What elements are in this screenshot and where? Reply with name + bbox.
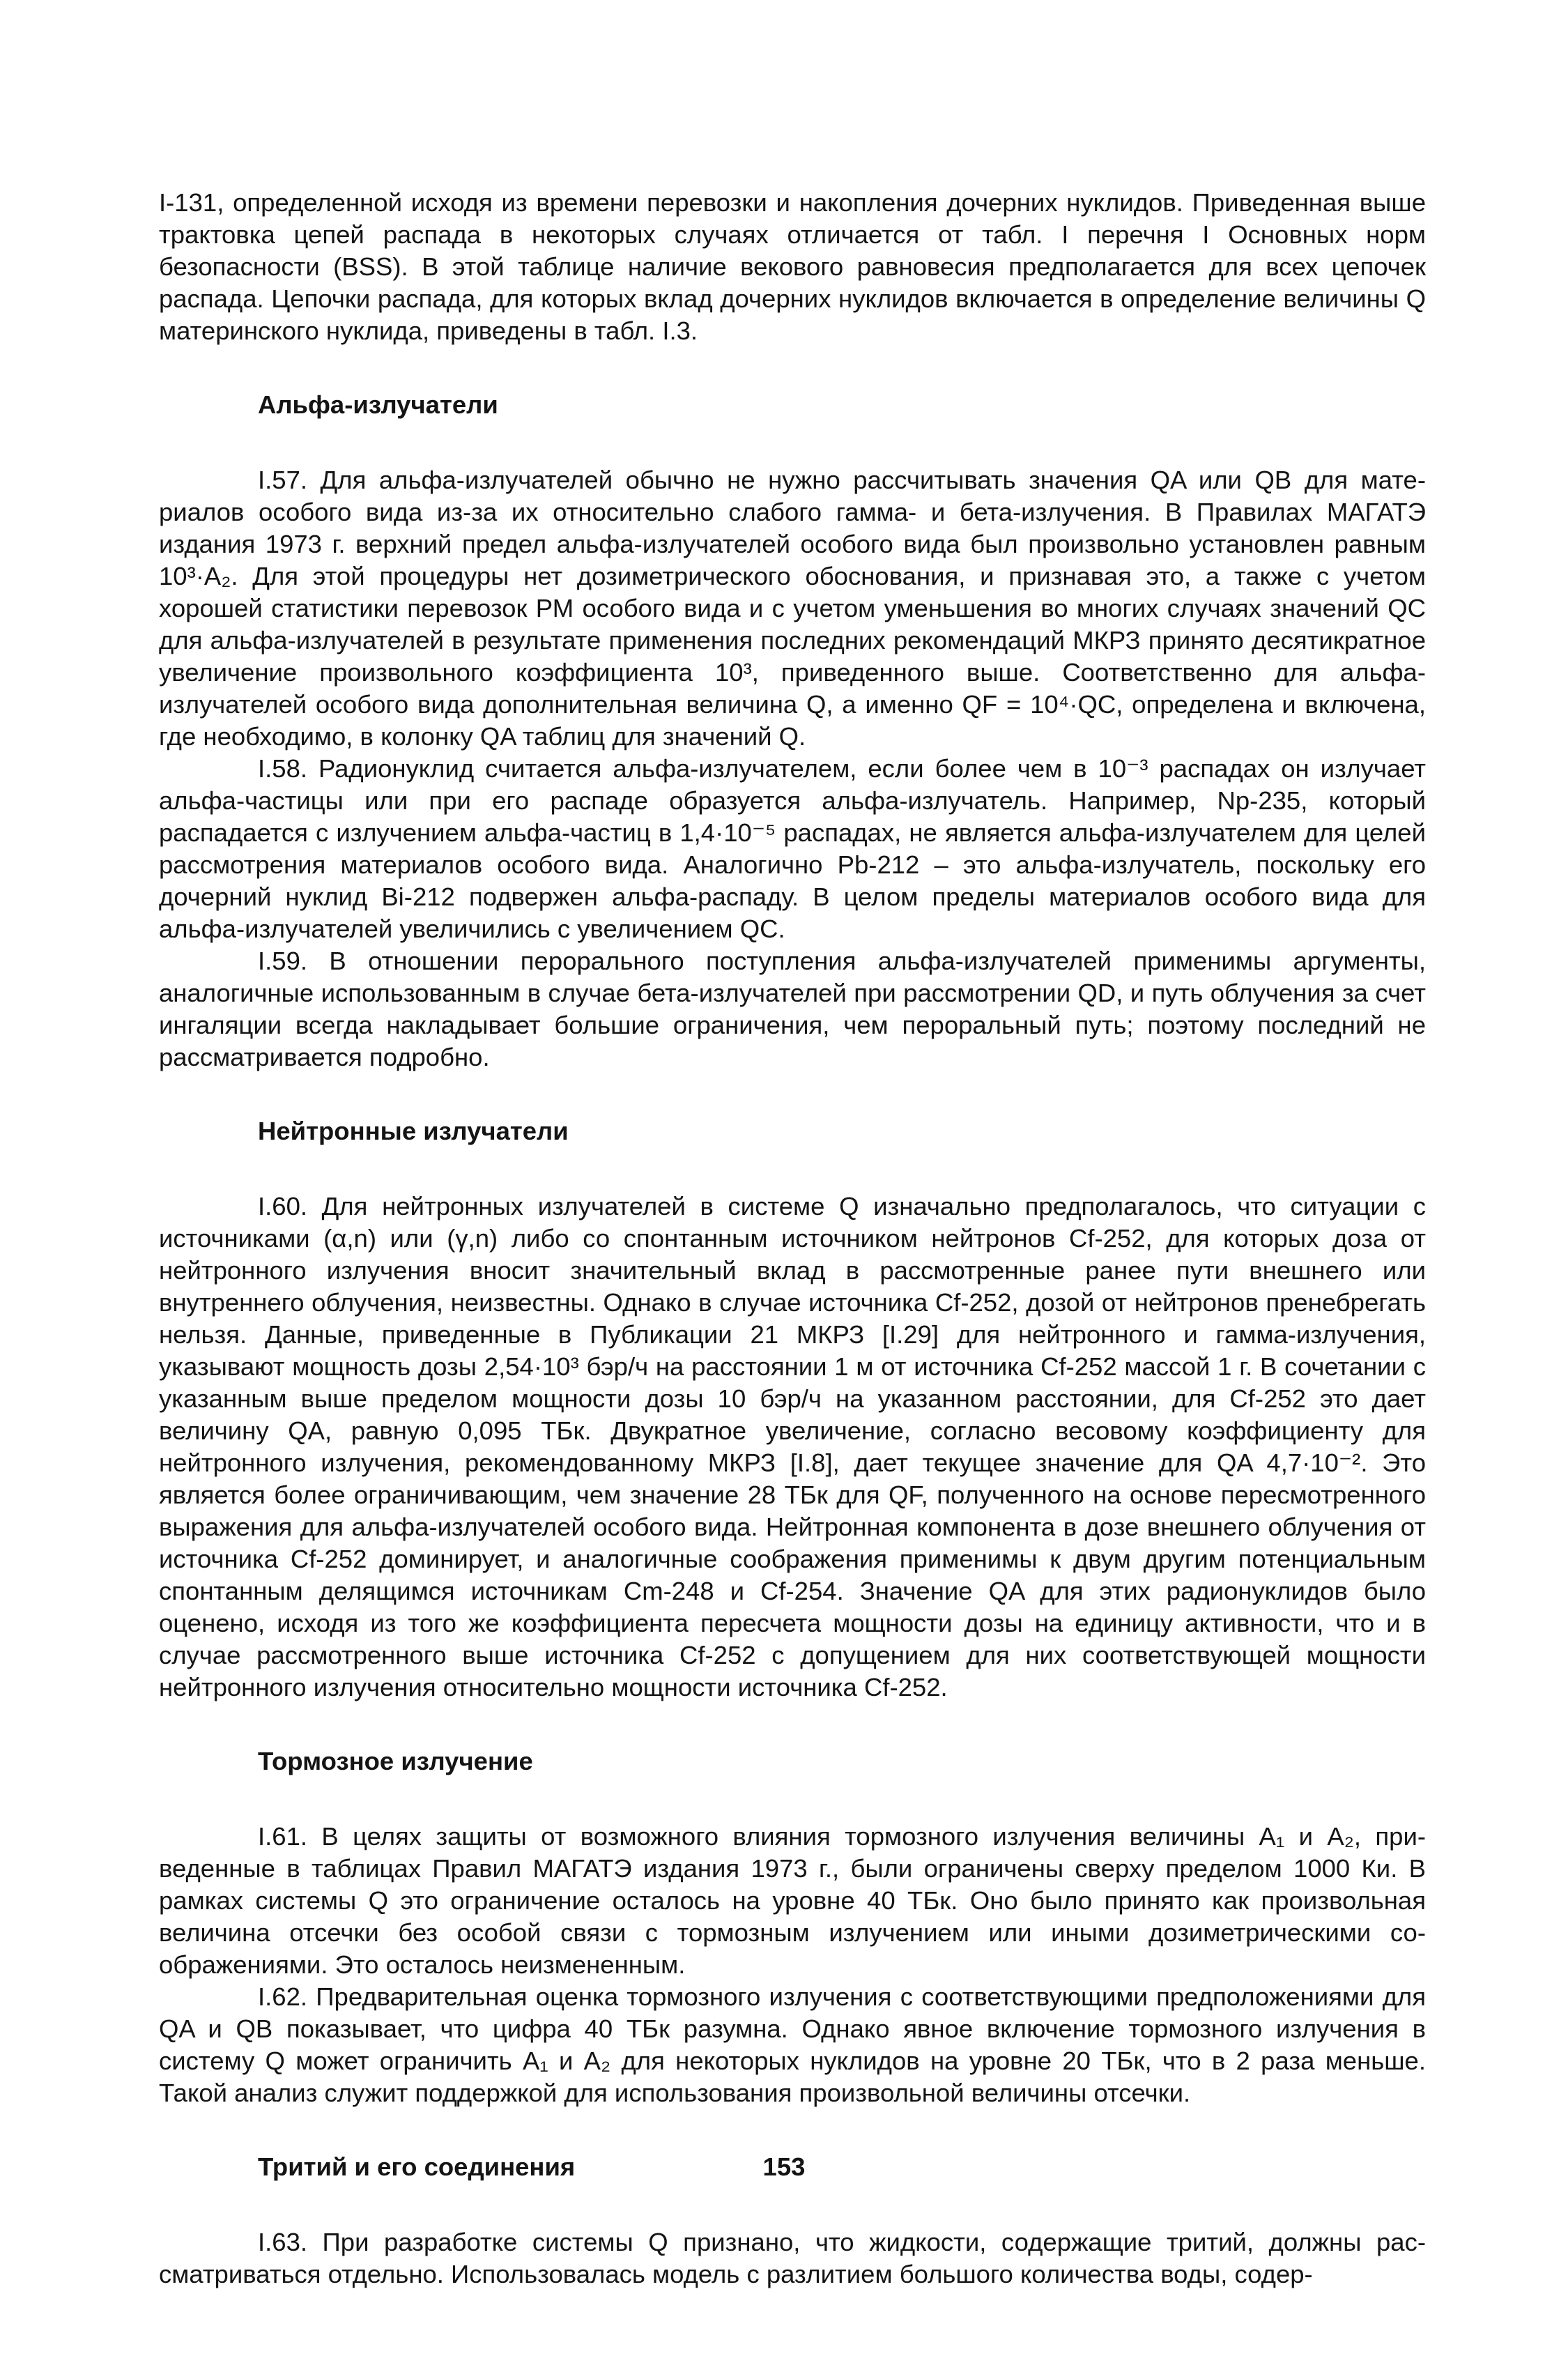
paragraph-I63: I.63. При разработке системы Q признано, что жидкости, содержащие тритий, должны рассматриваться отдельно. Использовалась модель с разлитием большого количества воды, содер- [159,2228,1426,2288]
page-number: 153 [762,2152,806,2181]
intro-paragraph: I-131, определенной исходя из времени перевозки и накопления дочерних нуклидов. Приведенная выше трактовка цепей распада в некоторых случаях отличается от табл. I перечня I Основных норм безопасности (BSS). В этой таблице наличие векового равновесия предполагается для всех цепочек распада. Цепочки распада, для которых вклад дочерних нуклидов включается в определение величины Q материнского нуклида, приведены в табл. I.3. [159,188,1426,345]
section-heading-tritium: Тритий и его соединения [258,2152,576,2181]
section-heading-bremsstrahlung: Тормозное излучение [258,1747,533,1775]
paragraph-I57: I.57. Для альфа-излучателей обычно не нужно рассчитывать значения QA или QB для материалов особого вида из-за их относительно слабого гамма- и бета-излучения. В Правилах МАГАТЭ издания 1973 г. верхний предел альфа-излучателей особого вида был произвольно установлен равным 10³·A₂. Для этой процедуры нет дозиметрического обоснования, и признавая это, а также с учетом хорошей статистики перевозок РМ особого вида и с учетом уменьшения во многих случаях значений QC для альфа-излучателей в результате применения последних рекомендаций МКРЗ принято десятикратное увеличение произвольного коэффициента 10³, приведенного выше. Соответственно для альфа-излучателей особого вида дополнительная величина Q, а именно QF = 10⁴·QC, определена и включена, где необходимо, в колонку QA таблиц для значений Q. [159,466,1426,751]
document-page [159,187,1426,2290]
paragraph-I60: I.60. Для нейтронных излучателей в системе Q изначально предполагалось, что ситуации с источниками (α,n) или (γ,n) либо со спонтанным источником нейтронов Cf-252, для которых доза от нейтронного излучения вносит значительный вклад в рассмотренные ранее пути внешнего или внутреннего облучения, неизвестны. Однако в случае источника Cf-252, дозой от нейтронов пренебрегать нельзя. Данные, приведенные в Публикации 21 МКРЗ [I.29] для нейтронного и гамма-излучения, указывают мощность дозы 2,54·10³ бэр/ч на расстоянии 1 м от источника Cf-252 массой 1 г. В сочетании с указанным выше пределом мощности дозы 10 бэр/ч на указанном расстоянии, для Cf-252 это дает величину QA, равную 0,095 ТБк. Двукратное увеличение, согласно весовому коэффициенту для нейтронного излучения, рекомендованному МКРЗ [I.8], дает текущее значение для QA 4,7·10⁻². Это является более ограничивающим, чем значение 28 ТБк для QF, полученного на основе пересмотренного выражения для альфа-излучателей особого вида. Нейтронная компонента в дозе внешнего облучения от источника Cf-252 доминирует, и аналогичные соображения применимы к двум другим потенциальным спонтанным делящимся источникам Cm-248 и Cf-254. Значение QA для этих радионуклидов было оценено, исходя из того же коэффициента пересчета мощности дозы на единицу активности, что и в случае рассмотренного выше источника Cf-252 с допущением для них соответствующей мощности нейтронного излучения относительно мощности источника Cf-252. [159,1192,1426,1701]
paragraph-I61: I.61. В целях защиты от возможного влияния тормозного излучения величины A₁ и A₂, приведенные в таблицах Правил МАГАТЭ издания 1973 г., были ограничены сверху пределом 1000 Ки. В рамках системы Q это ограничение осталось на уровне 40 ТБк. Оно было принято как произвольная величина отсечки без особой связи с тормозным излучением или иными дозиметрическими соображениями. Это осталось неизмененным. [159,1822,1426,1979]
paragraph-I58: I.58. Радионуклид считается альфа-излучателем, если более чем в 10⁻³ распадах он излучает альфа-частицы или при его распаде образуется альфа-излучатель. Например, Np-235, который распадается с излучением альфа-частиц в 1,4·10⁻⁵ распадах, не является альфа-излучателем для целей рассмотрения материалов особого вида. Аналогично Pb-212 – это альфа-излучатель, поскольку его дочерний нуклид Bi-212 подвержен альфа-распаду. В целом пределы материалов особого вида для альфа-излучателей увеличились с увеличением QC. [159,754,1426,943]
section-heading-alpha: Альфа-излучатели [258,390,498,419]
paragraph-I62: I.62. Предварительная оценка тормозного излучения с соответствующими предположениями для QA и QB показывает, что цифра 40 ТБк разумна. Однако явное включение тормозного излучения в систему Q может ограничить A₁ и A₂ для некоторых нуклидов на уровне 20 ТБк, что в 2 раза меньше. Такой анализ служит поддержкой для использования произвольной величины отсечки. [159,1982,1426,2107]
section-heading-neutron: Нейтронные излучатели [258,1117,569,1145]
paragraph-I59: I.59. В отношении перорального поступления альфа-излучателей применимы аргументы, аналогичные использованным в случае бета-излучателей при рассмотрении QD, и путь облучения за счет ингаляции всегда накладывает большие ограничения, чем пероральный путь; поэтому последний не рассматривается подробно. [159,947,1426,1071]
